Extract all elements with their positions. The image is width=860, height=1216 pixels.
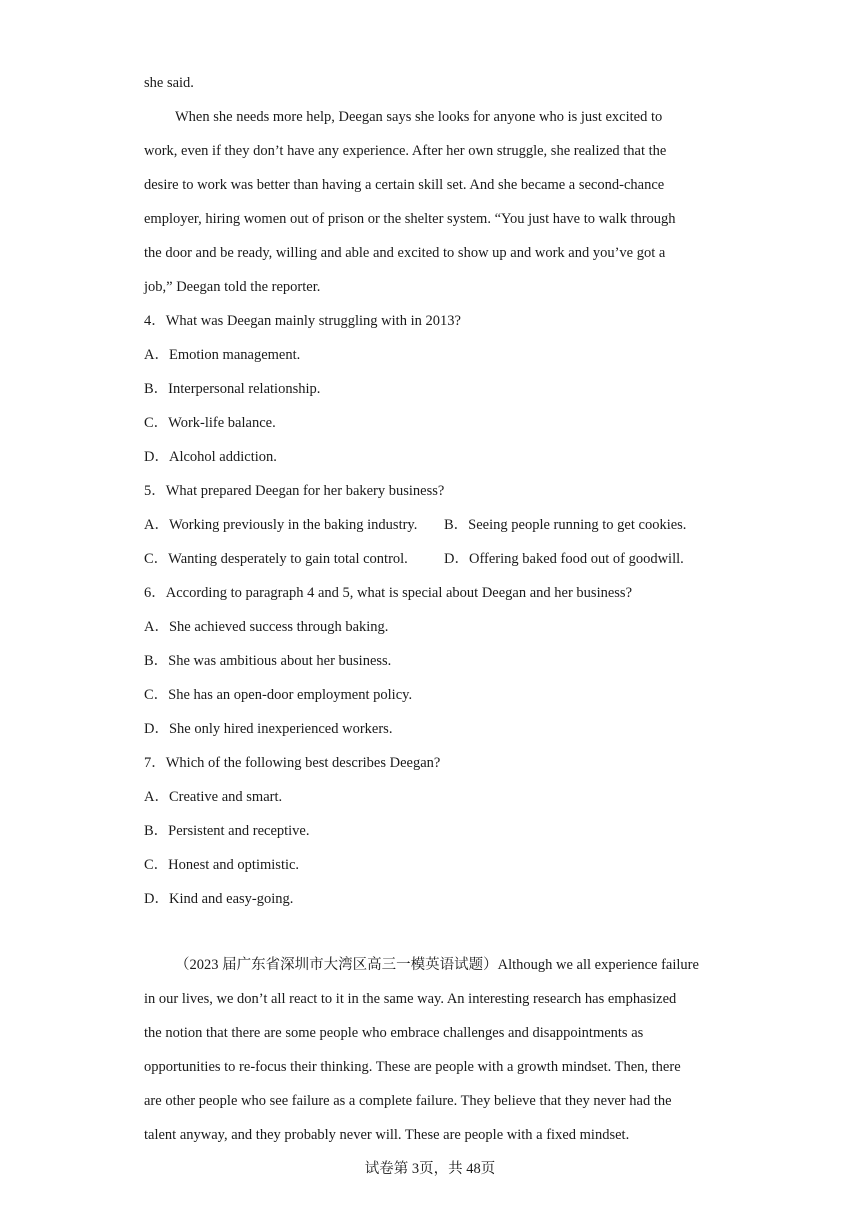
passage-line: talent anyway, and they probably never will. These are people with a fixed mindset.	[144, 1127, 630, 1143]
question-stem: 4．What was Deegan mainly struggling with in 2013?	[144, 313, 461, 329]
option-b: B．Seeing people running to get cookies.	[444, 517, 687, 533]
option-a: A．She achieved success through baking.	[144, 619, 389, 635]
option-d: D．Offering baked food out of goodwill.	[444, 551, 684, 567]
option-d: D．Alcohol addiction.	[144, 449, 277, 465]
passage-line: opportunities to re-focus their thinking. These are people with a growth mindset. Then, there	[144, 1059, 681, 1075]
passage-line: work, even if they don’t have any experience. After her own struggle, she realized that the	[144, 143, 667, 159]
question-stem: 7．Which of the following best describes Deegan?	[144, 755, 441, 771]
passage-line: employer, hiring women out of prison or the shelter system. “You just have to walk through	[144, 211, 676, 227]
option-b: B．Interpersonal relationship.	[144, 381, 321, 397]
option-c: C．Honest and optimistic.	[144, 857, 300, 873]
option-a: A．Emotion management.	[144, 347, 301, 363]
passage-line: she said.	[144, 75, 194, 91]
option-d: D．Kind and easy-going.	[144, 891, 294, 907]
option-b: B．She was ambitious about her business.	[144, 653, 392, 669]
option-a: A．Working previously in the baking industry.	[144, 517, 418, 533]
question-stem: 6．According to paragraph 4 and 5, what is special about Deegan and her business?	[144, 585, 633, 601]
passage-line: When she needs more help, Deegan says she looks for anyone who is just excited to	[175, 109, 663, 125]
passage-line: in our lives, we don’t all react to it in the same way. An interesting research has emphasized	[144, 991, 677, 1007]
option-c: C．She has an open-door employment policy.	[144, 687, 413, 703]
passage-line: desire to work was better than having a certain skill set. And she became a second-chance	[144, 177, 665, 193]
passage-line: the notion that there are some people who embrace challenges and disappointments as	[144, 1025, 644, 1041]
passage-line: are other people who see failure as a complete failure. They believe that they never had the	[144, 1093, 672, 1109]
option-b: B．Persistent and receptive.	[144, 823, 310, 839]
passage-line: （2023 届广东省深圳市大湾区高三一模英语试题）Although we all experience failure	[175, 957, 699, 973]
page-footer: 试卷第 3页，共 48页	[364, 1161, 496, 1177]
option-c: C．Wanting desperately to gain total control.	[144, 551, 408, 567]
option-c: C．Work-life balance.	[144, 415, 276, 431]
option-d: D．She only hired inexperienced workers.	[144, 721, 393, 737]
option-a: A．Creative and smart.	[144, 789, 283, 805]
passage-line: the door and be ready, willing and able and excited to show up and work and you’ve got a	[144, 245, 666, 261]
passage-line: job,” Deegan told the reporter.	[144, 279, 321, 295]
question-stem: 5．What prepared Deegan for her bakery business?	[144, 483, 445, 499]
